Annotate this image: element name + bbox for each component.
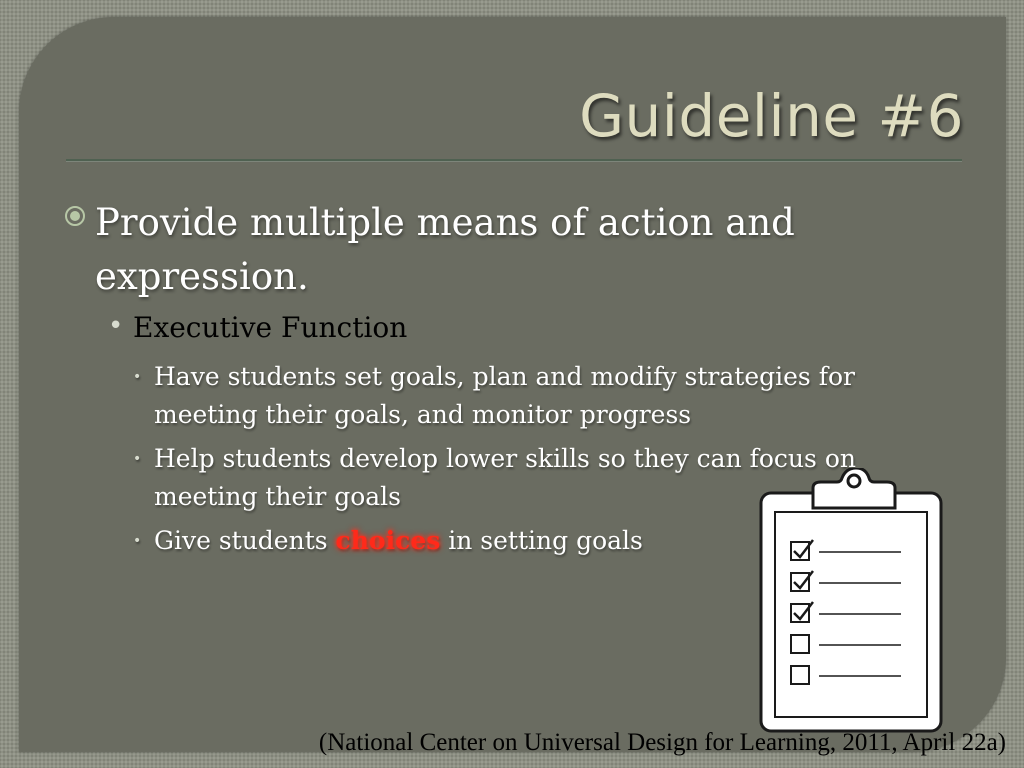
- list-item-text-after: in setting goals: [440, 526, 643, 555]
- list-item-text-before: Give students: [154, 526, 336, 555]
- checkbox-icon: [791, 635, 809, 653]
- list-item: [132, 358, 932, 434]
- citation: (National Center on Universal Design for Learning, 2011, April 22a): [318, 729, 1006, 756]
- list-item-text: Help students develop lower skills so they can focus on meeting their goals: [154, 444, 856, 511]
- list-item-text: Have students set goals, plan and modify strategies for meeting their goals, and monitor progress: [154, 362, 855, 429]
- checkbox-icon: [791, 666, 809, 684]
- small-dot-bullet-icon: •: [133, 533, 142, 549]
- main-bullet: Provide multiple means of action and expression.: [95, 201, 795, 298]
- title-divider: [66, 159, 962, 162]
- clipboard-checklist-icon: [755, 468, 947, 736]
- small-dot-bullet-icon: •: [133, 451, 142, 467]
- small-dot-bullet-icon: •: [133, 369, 142, 385]
- highlighted-word: choices: [335, 526, 441, 555]
- dot-bullet-icon: •: [108, 311, 124, 341]
- circle-bullet-icon: [60, 201, 90, 231]
- sub-heading-bullet: Executive Function: [133, 311, 408, 344]
- slide-title: Guideline #6: [579, 82, 964, 150]
